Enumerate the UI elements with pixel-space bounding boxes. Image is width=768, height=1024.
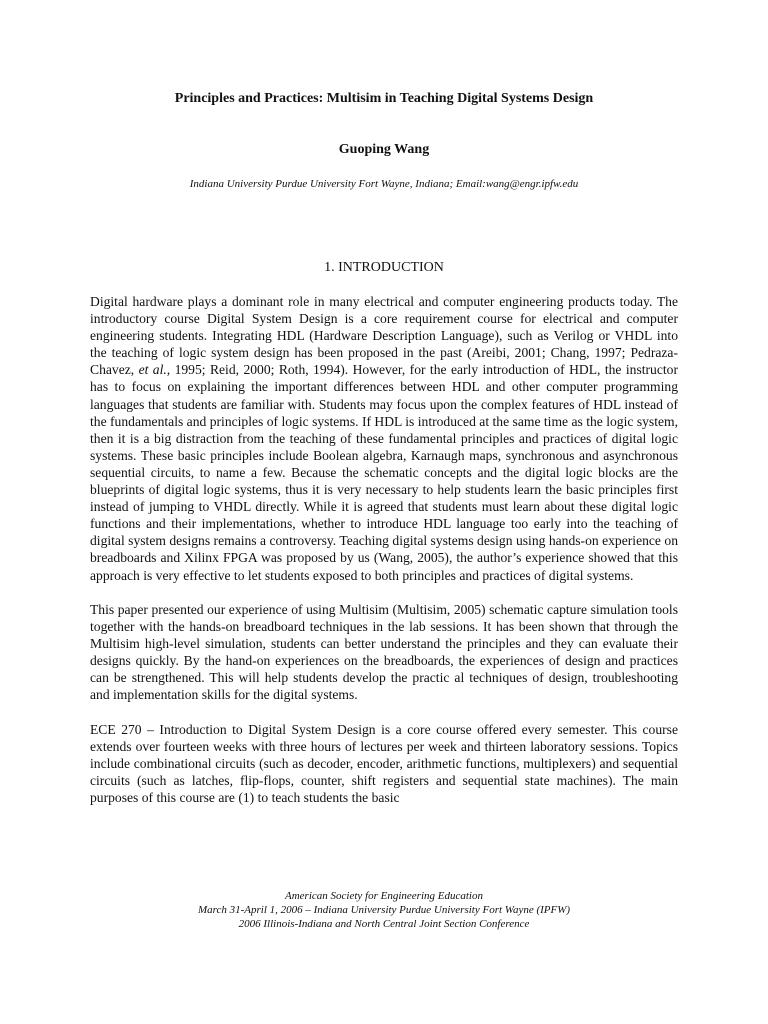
- page-footer: [0, 889, 768, 931]
- body-text: [90, 293, 678, 824]
- footer-line-1: American Society for Engineering Education: [285, 890, 483, 902]
- paragraph-1-part-b: 1995; Reid, 2000; Roth, 1994). However, for the early introduction of HDL, the instructor has to focus on explaining the important differences between HDL and other computer programming languages that students are familiar with. Students may focus upon the complex features of HDL instead of the fundamentals and principles of logic systems. If HDL is introduced at the same time as the logic system, then it is a big distraction from the teaching of these fundamental principles and practices of digital logic systems. These basic principles include Boolean algebra, Karnaugh maps, synchronous and asynchronous sequential circuits, to name a few. Because the schematic concepts and the digital logic blocks are the blueprints of digital logic systems, thus it is very necessary to help students learn the basic principles first instead of jumping to VHDL directly. While it is agreed that students must learn about these digital logic functions and their implementations, whether to introduce HDL language too early into the teaching of digital system designs remains a controversy. Teaching digital systems design using hands-on experience on breadboards and Xilinx FPGA was proposed by us (Wang, 2005), the author’s experience showed that this approach is very effective to let students exposed to both principles and practices of digital systems.: [90, 362, 678, 583]
- author-affiliation: Indiana University Purdue University Fort Wayne, Indiana; Email:wang@engr.ipfw.edu: [189, 178, 579, 190]
- footer-line-2: March 31-April 1, 2006 – Indiana University Purdue University Fort Wayne (IPFW): [197, 904, 571, 916]
- section-heading: 1. INTRODUCTION: [324, 260, 444, 275]
- et-al-italic: et al.,: [138, 362, 171, 378]
- paragraph-1: [90, 293, 678, 584]
- paragraph-1-part-a: Digital hardware plays a dominant role in many electrical and computer engineering products today. The introductory course Digital System Design is a core requirement course for electrical and computer engineering students. Integrating HDL (Hardware Description Language), such as Verilog or VHDL into the teaching of logic system design has been proposed in the past (Areibi, 2001; Chang, 1997; Pedraza-Chavez,: [90, 294, 678, 378]
- footer-line-3: 2006 Illinois-Indiana and North Central Joint Section Conference: [238, 918, 530, 930]
- author-name: Guoping Wang: [338, 142, 430, 157]
- paragraph-2: This paper presented our experience of using Multisim (Multisim, 2005) schematic capture simulation tools together with the hands-on breadboard techniques in the lab sessions. It has been shown that through the Multisim high-level simulation, students can better understand the principles and they can evaluate their designs quickly. By the hand-on experiences on the breadboards, the experiences of design and practices can be strengthened. This will help students develop the practic al techniques of design, troubleshooting and implementation skills for the digital systems.: [90, 601, 678, 703]
- paragraph-3: ECE 270 – Introduction to Digital System Design is a core course offered every semester. This course extends over fourteen weeks with three hours of lectures per week and thirteen laboratory sessions. Topics include combinational circuits (such as decoder, encoder, arithmetic functions, multiplexers) and sequential circuits (such as latches, flip-flops, counter, shift registers and sequential state machines). The main purposes of this course are (1) to teach students the basic: [90, 721, 678, 806]
- paper-title: Principles and Practices: Multisim in Teaching Digital Systems Design: [174, 91, 594, 106]
